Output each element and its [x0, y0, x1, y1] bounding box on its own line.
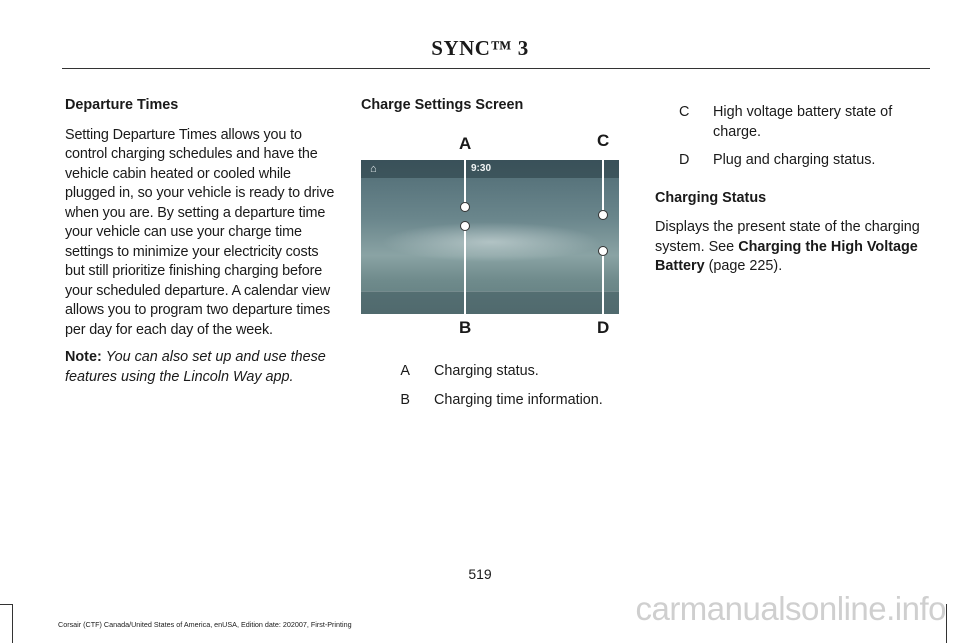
page-reference: (page 225).	[704, 258, 783, 274]
section-heading-departure-times: Departure Times	[65, 97, 179, 113]
leader-line-a	[464, 154, 466, 206]
leader-line-c	[602, 152, 604, 214]
departure-times-paragraph: Setting Departure Times allows you to control charging schedules and have the vehicle cabin heated or cooled while plugged in, so your vehicle is ready to drive when you are. By setting a departure time your vehicle can use your charge time settings to minimize your electricity costs but still prioritize finishing charging before your scheduled departure. A calendar view allows you to program two departure times per day for each day of the week.	[65, 126, 335, 338]
figure-label-c: C	[597, 131, 610, 150]
crop-mark-right	[946, 604, 947, 643]
callout-letter: B	[400, 391, 410, 408]
callout-description: High voltage battery state of charge.	[713, 104, 893, 140]
leader-line-d	[602, 252, 604, 317]
charge-settings-figure	[361, 126, 623, 340]
middle-column	[361, 96, 623, 126]
callout-letter: D	[679, 152, 690, 168]
note-text: You can also set up and use these features using the Lincoln Way app.	[65, 349, 326, 385]
callout-dot-b	[460, 221, 470, 231]
page-header-title: SYNC™ 3	[431, 36, 529, 60]
left-column	[65, 96, 339, 395]
figure-label-d: D	[597, 318, 610, 337]
middle-callout-list	[361, 362, 623, 419]
crop-mark-left-horizontal	[0, 604, 12, 605]
callout-dot-d	[598, 246, 608, 256]
section-heading-charge-settings-screen: Charge Settings Screen	[361, 97, 524, 113]
callout-letter: A	[400, 363, 410, 379]
callout-dot-a	[460, 202, 470, 212]
home-icon: ⌂	[370, 163, 377, 175]
callout-description: Plug and charging status.	[713, 152, 876, 168]
crop-mark-left	[12, 604, 13, 643]
cross-reference-link[interactable]: Charging the High Voltage Battery	[655, 238, 918, 274]
leader-line-b	[464, 227, 466, 317]
callout-item-b	[361, 391, 623, 411]
paragraph-text: Displays the present state of the charging system. See	[655, 219, 920, 255]
page-number: 519	[468, 566, 492, 582]
callout-item-d	[655, 151, 929, 171]
callout-item-c	[655, 103, 929, 142]
right-column	[655, 103, 929, 285]
charge-settings-screen-image	[361, 160, 619, 314]
callout-item-a	[361, 362, 623, 382]
callout-dot-c	[598, 210, 608, 220]
watermark: carmanualsonline.info	[635, 590, 946, 627]
note	[65, 348, 339, 387]
section-heading-charging-status: Charging Status	[655, 189, 767, 206]
callout-letter: C	[679, 104, 690, 120]
charging-status-paragraph	[655, 218, 929, 277]
callout-description: Charging time information.	[434, 391, 603, 408]
screen-clock: 9:30	[471, 163, 492, 174]
edition-footer: Corsair (CTF) Canada/United States of America, enUSA, Edition date: 202007, First-Printing	[58, 620, 352, 629]
screen-footer-bar	[361, 291, 619, 314]
figure-label-a: A	[459, 134, 472, 153]
header-divider	[62, 68, 930, 69]
callout-description: Charging status.	[434, 363, 539, 379]
note-label: Note:	[65, 349, 102, 365]
screen-glow	[381, 222, 601, 262]
figure-label-b: B	[459, 318, 472, 337]
